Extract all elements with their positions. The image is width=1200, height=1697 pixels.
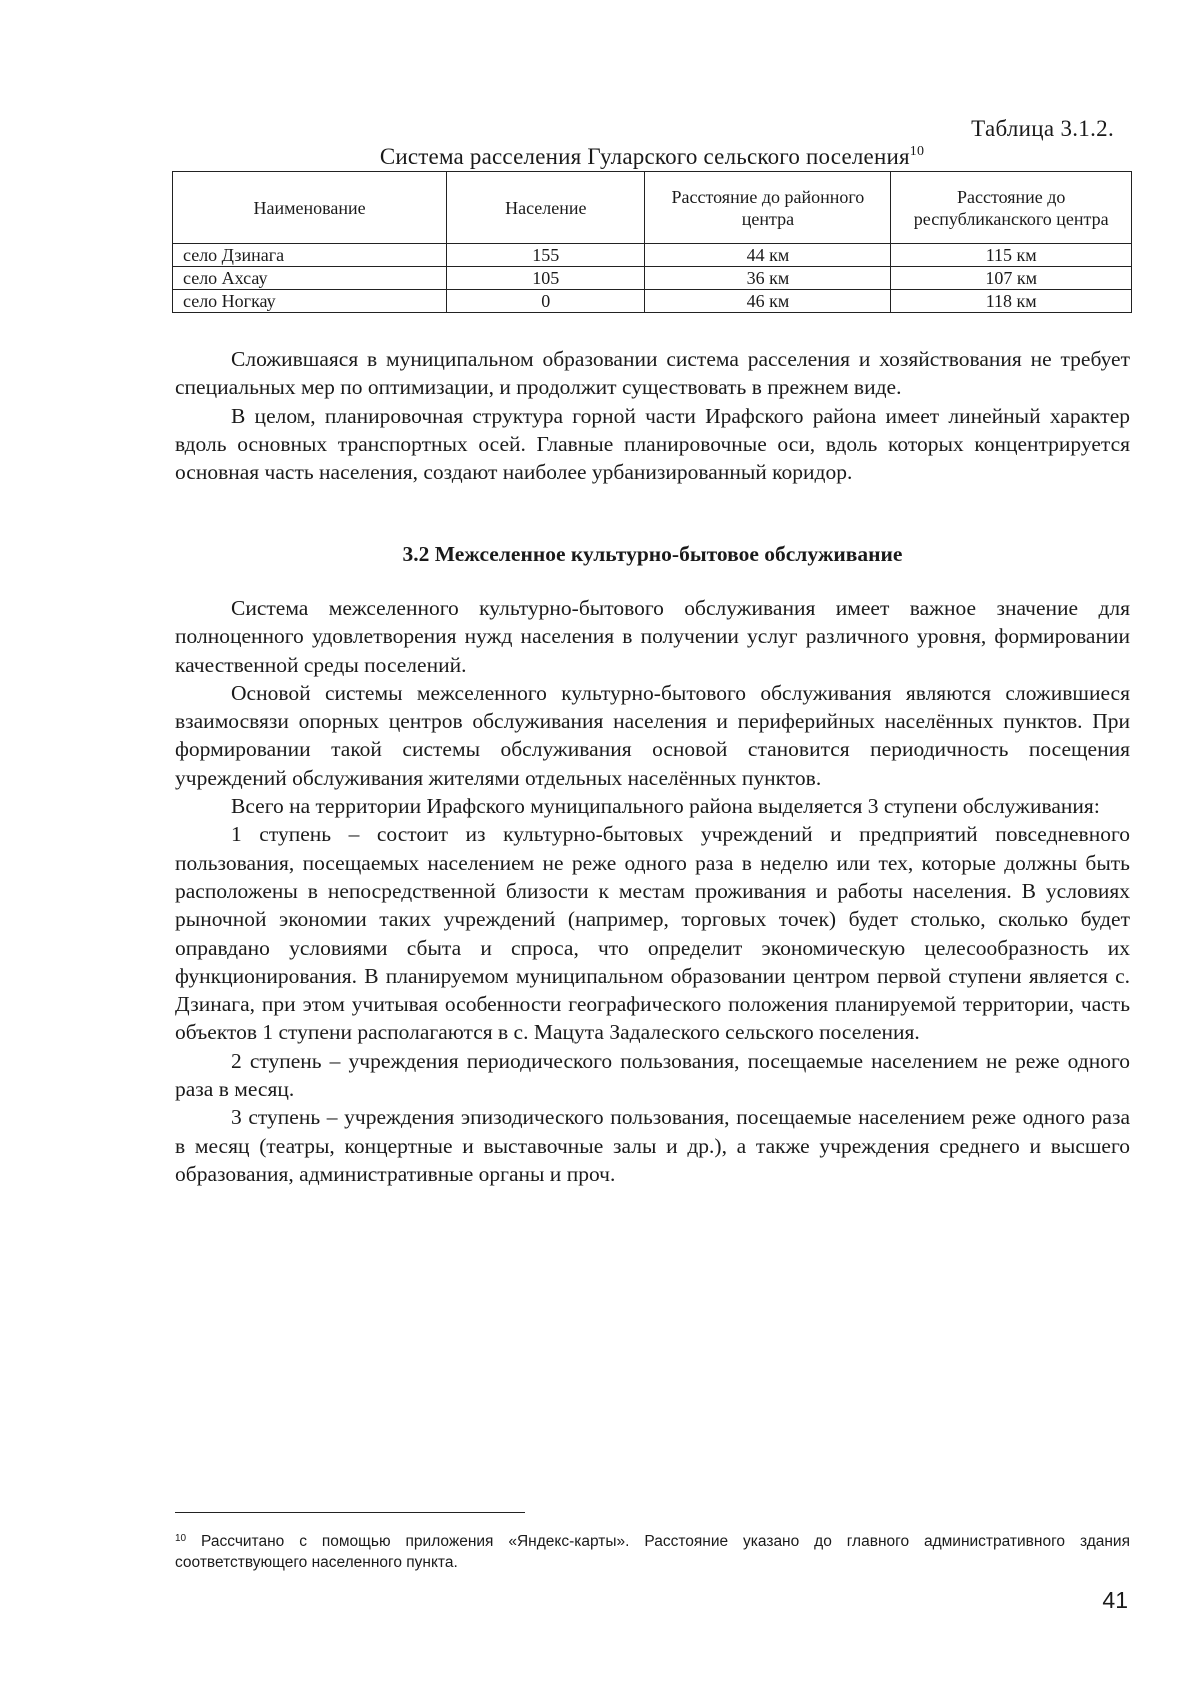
- table-row: [173, 267, 1132, 290]
- table-caption: [172, 144, 1132, 170]
- table-row: [173, 290, 1132, 313]
- settlement-table: [172, 171, 1132, 313]
- cell-distance-republic: 107 км: [891, 267, 1132, 290]
- header-distance-republic: Расстояние до республиканского центра: [891, 172, 1132, 244]
- cell-distance-district: 36 км: [645, 267, 891, 290]
- paragraph: Система межселенного культурно-бытового обслуживания имеет важное значение для полноценного удовлетворения нужд населения в получении услуг различного уровня, формировании качественной среды поселений.: [175, 596, 1130, 677]
- footnote-reference: 10: [909, 144, 925, 159]
- section-text: [175, 594, 1130, 1188]
- header-population: Население: [447, 172, 645, 244]
- cell-name: село Ахсау: [173, 267, 447, 290]
- cell-distance-district: 46 км: [645, 290, 891, 313]
- header-distance-district: Расстояние до районного центра: [645, 172, 891, 244]
- cell-distance-republic: 115 км: [891, 244, 1132, 267]
- cell-name: село Ногкау: [173, 290, 447, 313]
- page-number: 41: [1102, 1587, 1128, 1613]
- section-heading: 3.2 Межселенное культурно-бытовое обслуживание: [402, 542, 903, 566]
- paragraph: Основой системы межселенного культурно-бытового обслуживания являются сложившиеся взаимосвязи опорных центров обслуживания населения и периферийных населённых пунктов. При формировании такой системы обслуживания основой становится периодичность посещения учреждений обслуживания жителями отдельных населённых пунктов.: [175, 680, 1130, 790]
- paragraph: 2 ступень – учреждения периодического пользования, посещаемые населением не реже одного раза в месяц.: [175, 1048, 1130, 1102]
- paragraph: 3 ступень – учреждения эпизодического пользования, посещаемые населением реже одного раза в месяц (театры, концертные и выставочные залы и др.), а также учреждения среднего и высшего образования, административные органы и проч.: [175, 1105, 1130, 1186]
- table-header-row: [173, 172, 1132, 244]
- intro-text: [175, 345, 1130, 486]
- cell-population: 155: [447, 244, 645, 267]
- cell-distance-district: 44 км: [645, 244, 891, 267]
- header-name: Наименование: [173, 172, 447, 244]
- paragraph: Всего на территории Ирафского муниципального района выделяется 3 ступени обслуживания:: [231, 794, 1100, 819]
- table-row: [173, 244, 1132, 267]
- footnote-separator: [175, 1512, 525, 1513]
- cell-population: 0: [447, 290, 645, 313]
- table-caption-text: Система расселения Гуларского сельского поселения: [379, 144, 910, 169]
- cell-population: 105: [447, 267, 645, 290]
- cell-distance-republic: 118 км: [891, 290, 1132, 313]
- paragraph: Сложившаяся в муниципальном образовании система расселения и хозяйствования не требует специальных мер по оптимизации, и продолжит существовать в прежнем виде.: [175, 347, 1130, 400]
- paragraph: 1 ступень – состоит из культурно-бытовых учреждений и предприятий повседневного пользования, посещаемых населением не реже одного раза в неделю или тех, которые должны быть расположены в непосредственной близости к местам проживания и работы населения. В условиях рыночной экономии таких учреждений (например, торговых точек) будет столько, сколько будет оправдано условиями сбыта и спроса, что определит экономическую целесообразность их функционирования. В планируемом муниципальном образовании центром первой ступени является с. Дзинага, при этом учитывая особенности географического положения планируемой территории, часть объектов 1 ступени располагаются в с. Мацута Задалеского сельского поселения.: [175, 822, 1130, 1045]
- footnote-text: Рассчитано с помощью приложения «Яндекс-карты». Расстояние указано до главного административного здания соответствующего населенного пункта.: [175, 1533, 1130, 1571]
- cell-name: село Дзинага: [173, 244, 447, 267]
- paragraph: В целом, планировочная структура горной части Ирафского района имеет линейный характер вдоль основных транспортных осей. Главные планировочные оси, вдоль которых концентрируется основная часть населения, создают наиболее урбанизированный коридор.: [175, 403, 1130, 485]
- footnote-marker: 10: [175, 1533, 187, 1544]
- footnote: [175, 1531, 1130, 1573]
- table-number: Таблица 3.1.2.: [971, 116, 1114, 141]
